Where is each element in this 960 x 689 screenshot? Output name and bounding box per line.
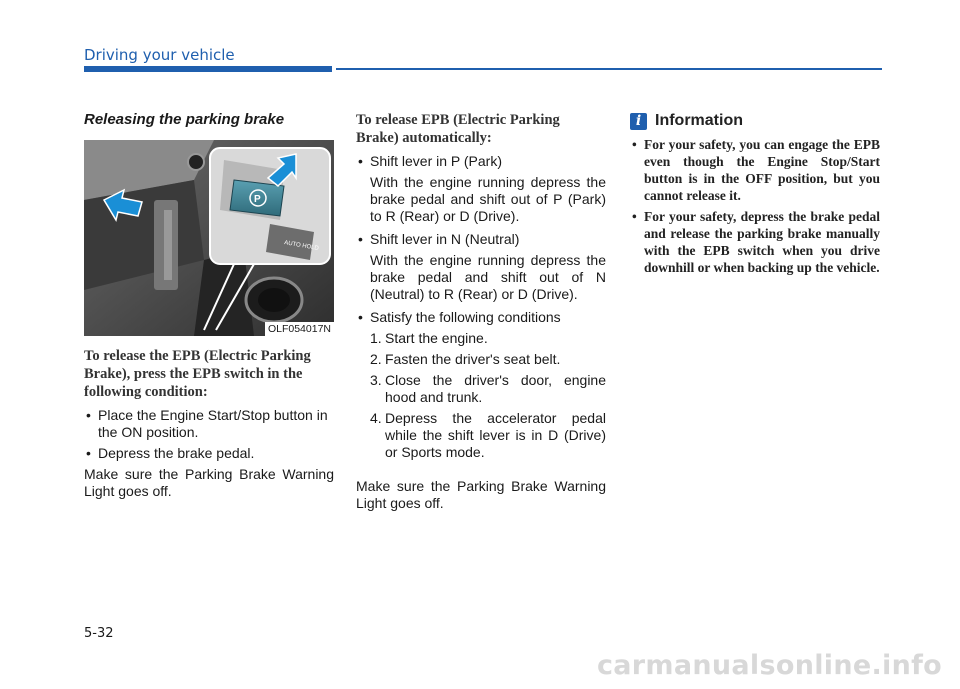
console-illustration xyxy=(84,140,334,336)
list-item: • Shift lever in N (Neutral) xyxy=(356,231,606,248)
step-text: Start the engine. xyxy=(385,330,488,346)
figure-code: OLF054017N xyxy=(265,322,334,336)
auto-release-heading: To release EPB (Electric Parking Brake) automatically: xyxy=(356,112,560,146)
information-box xyxy=(630,108,880,280)
left-column xyxy=(84,108,334,500)
step-number: 1. xyxy=(370,330,382,346)
step-item xyxy=(370,372,606,406)
information-header xyxy=(630,112,880,130)
step-text: Fasten the driver's seat belt. xyxy=(385,351,561,367)
list-item: • Place the Engine Start/Stop button in the ON position. xyxy=(84,407,334,441)
list-item: • Satisfy the following conditions xyxy=(356,309,606,326)
auto-release-list-2 xyxy=(356,231,606,248)
switch-symbol: P xyxy=(254,194,261,205)
list-item: • For your safety, depress the brake pedal and release the parking brake manually with the EPB switch when you drive downhill or when backing up the vehicle. xyxy=(630,208,880,276)
section-header-title: Driving your vehicle xyxy=(84,46,235,64)
auto-hold-label: AUTO HOLD xyxy=(283,240,320,253)
watermark: carmanualsonline.info xyxy=(596,650,942,681)
condition-list xyxy=(84,407,334,462)
section-heading: Releasing the parking brake xyxy=(84,111,285,128)
page-number: 5-32 xyxy=(84,626,114,641)
step-item xyxy=(370,351,606,368)
list-item: • Shift lever in P (Park) xyxy=(356,153,606,170)
list-item: • For your safety, you can engage the EPB even though the Engine Stop/Start button is in the OFF position, but you cannot release it. xyxy=(630,136,880,204)
step-number: 4. xyxy=(370,410,382,426)
information-list xyxy=(630,136,880,276)
list-item-detail: With the engine running depress the brake pedal and shift out of N (Neutral) to R (Rear) or D (Drive). xyxy=(370,252,606,302)
step-number: 2. xyxy=(370,351,382,367)
condition-steps xyxy=(356,330,606,461)
step-text: Depress the accelerator pedal while the shift lever is in D (Drive) or Sports mode. xyxy=(385,410,606,460)
step-item xyxy=(370,410,606,461)
step-number: 3. xyxy=(370,372,382,388)
step-text: Close the driver's door, engine hood and trunk. xyxy=(385,372,606,405)
list-item-detail: With the engine running depress the brake pedal and shift out of P (Park) to R (Rear) or D (Drive). xyxy=(370,174,606,224)
release-condition-heading: To release the EPB (Electric Parking Brake), press the EPB switch in the following condition: xyxy=(84,348,311,400)
information-icon: i xyxy=(630,113,647,130)
information-title: Information xyxy=(655,112,743,129)
auto-release-list-3 xyxy=(356,309,606,326)
list-item: • Depress the brake pedal. xyxy=(84,445,334,462)
header-rule xyxy=(336,68,882,70)
auto-release-list xyxy=(356,153,606,170)
header-bar xyxy=(84,66,332,72)
epb-switch-photo xyxy=(84,140,334,336)
warning-light-note: Make sure the Parking Brake Warning Light goes off. xyxy=(356,478,606,511)
warning-light-note: Make sure the Parking Brake Warning Light goes off. xyxy=(84,466,334,499)
step-item xyxy=(370,330,606,347)
middle-column xyxy=(356,108,606,512)
